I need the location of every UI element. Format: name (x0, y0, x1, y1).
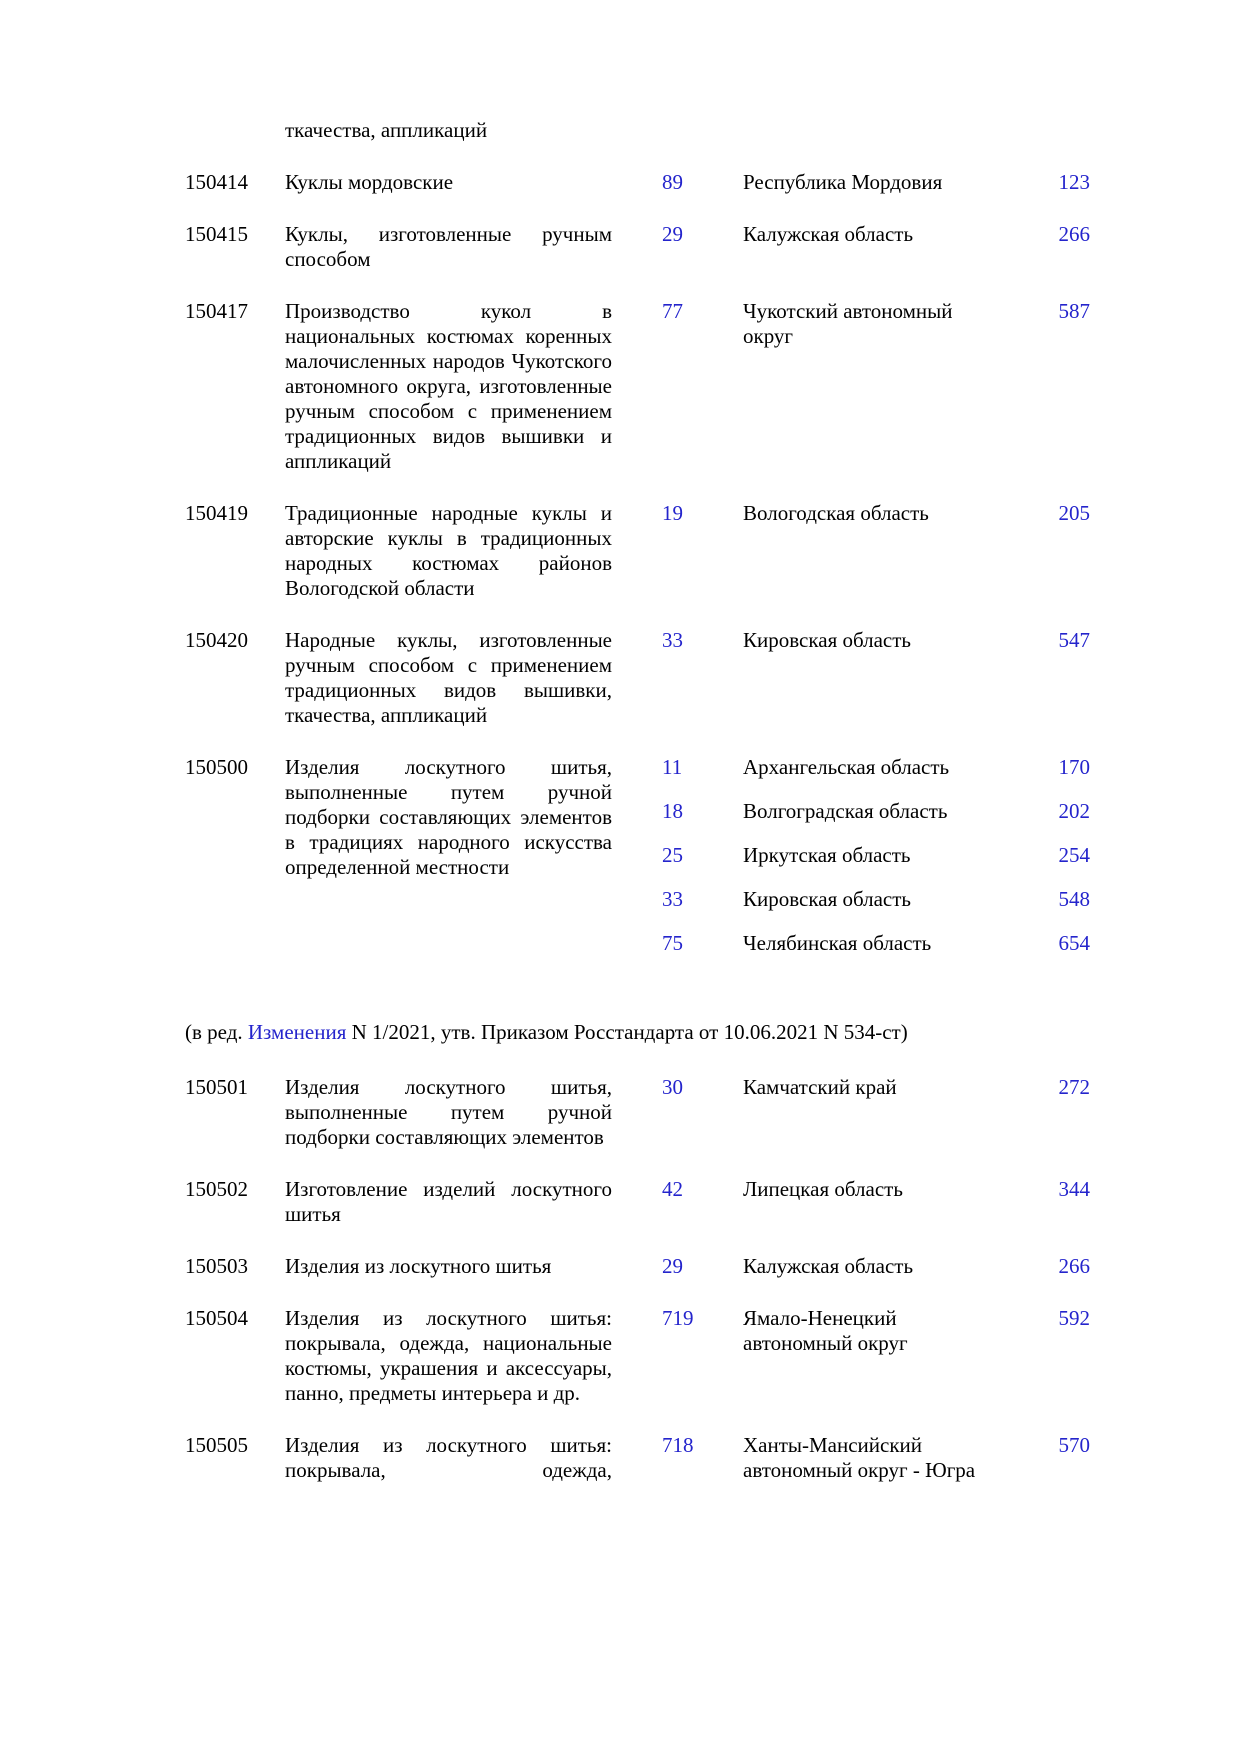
region-entries (612, 1306, 1090, 1406)
region-name: Ямало-Ненецкий автономный округ (743, 1306, 908, 1355)
table-row (185, 222, 1090, 272)
registry-number: 718 (662, 1433, 694, 1457)
product-code: 150503 (185, 1254, 248, 1278)
region-name: Волгоградская область (743, 799, 948, 823)
product-description: Народные куклы, изготовленные ручным способом с применением традиционных видов вышивки, ткачества, аппликаций (285, 628, 612, 727)
registry-number: 25 (662, 843, 683, 867)
table-row (185, 1306, 1090, 1406)
region-entry (612, 755, 1090, 780)
region-entry (612, 1254, 1090, 1279)
region-name: Республика Мордовия (743, 170, 943, 194)
region-name: Ханты-Мансийский автономный округ - Югра (743, 1433, 976, 1482)
region-entry (612, 628, 1090, 653)
product-description: Изделия лоскутного шитья, выполненные путем ручной подборки составляющих элементов (285, 1075, 612, 1149)
registry-number: 77 (662, 299, 683, 323)
product-description: Куклы мордовские (285, 170, 454, 194)
region-entries (612, 170, 1090, 195)
product-description: Традиционные народные куклы и авторские куклы в традиционных народных костюмах районов Вологодской области (285, 501, 612, 600)
region-entries (612, 755, 1090, 956)
product-description: Изделия лоскутного шитья, выполненные путем ручной подборки составляющих элементов в традициях народного искусства определенной местности (285, 755, 612, 879)
product-code: 150500 (185, 755, 248, 779)
region-entry (612, 222, 1090, 247)
registry-number: 29 (662, 1254, 683, 1278)
region-name: Кировская область (743, 628, 912, 652)
product-code: 150420 (185, 628, 248, 652)
table-row (185, 1177, 1090, 1227)
table-row (185, 299, 1090, 474)
region-entry (612, 799, 1090, 824)
region-code: 654 (1058, 931, 1090, 955)
amendment-note-suffix: N 1/2021, утв. Приказом Росстандарта от 10.06.2021 N 534-ст) (346, 1020, 908, 1044)
product-code: 150501 (185, 1075, 248, 1099)
region-code: 587 (1058, 299, 1090, 323)
region-entry (612, 299, 1090, 349)
region-entries (612, 1075, 1090, 1150)
product-code: 150415 (185, 222, 248, 246)
registry-number: 33 (662, 628, 683, 652)
product-description: Изделия из лоскутного шитья (285, 1254, 552, 1278)
region-code: 123 (1058, 170, 1090, 194)
region-entry (612, 1433, 1090, 1483)
region-name: Калужская область (743, 1254, 914, 1278)
region-entries (612, 118, 1090, 143)
table-row (185, 1075, 1090, 1150)
region-code: 266 (1058, 1254, 1090, 1278)
region-entry (612, 1177, 1090, 1202)
region-entries (612, 299, 1090, 474)
registry-number: 42 (662, 1177, 683, 1201)
amendment-link[interactable]: Изменения (247, 1020, 347, 1044)
product-code (185, 118, 285, 143)
region-entry (612, 931, 1090, 956)
region-entries (612, 1177, 1090, 1227)
region-code: 170 (1058, 755, 1090, 779)
amendment-note-prefix: (в ред. (185, 1020, 248, 1044)
region-entry (612, 1075, 1090, 1100)
product-code: 150505 (185, 1433, 248, 1457)
product-description: ткачества, аппликаций (285, 118, 488, 142)
region-name: Чукотский автономный округ (743, 299, 953, 348)
registry-number: 18 (662, 799, 683, 823)
region-entry (612, 887, 1090, 912)
table-row (185, 118, 1090, 143)
registry-number: 11 (662, 755, 683, 779)
table-row (185, 170, 1090, 195)
region-code: 547 (1058, 628, 1090, 652)
region-code: 570 (1058, 1433, 1090, 1457)
table-row (185, 628, 1090, 728)
region-code: 272 (1058, 1075, 1090, 1099)
region-entries (612, 222, 1090, 272)
product-code: 150419 (185, 501, 248, 525)
region-name: Вологодская область (743, 501, 929, 525)
region-entries (612, 1433, 1090, 1483)
region-entry (612, 501, 1090, 526)
product-description: Куклы, изготовленные ручным способом (285, 222, 612, 271)
registry-number: 89 (662, 170, 683, 194)
region-code: 266 (1058, 222, 1090, 246)
product-description: Производство кукол в национальных костюмах коренных малочисленных народов Чукотского автономного округа, изготовленные ручным способом с применением традиционных видов вышивки и аппликаций (285, 299, 612, 473)
region-name: Архангельская область (743, 755, 950, 779)
region-code: 548 (1058, 887, 1090, 911)
region-entries (612, 501, 1090, 601)
region-entries (612, 628, 1090, 728)
product-code: 150414 (185, 170, 248, 194)
region-entry (612, 843, 1090, 868)
region-entry (612, 1306, 1090, 1356)
region-name: Липецкая область (743, 1177, 903, 1201)
region-entry (612, 170, 1090, 195)
region-entries (612, 1254, 1090, 1279)
region-name: Иркутская область (743, 843, 911, 867)
product-code: 150502 (185, 1177, 248, 1201)
table-row (185, 501, 1090, 601)
region-name: Калужская область (743, 222, 914, 246)
registry-number: 19 (662, 501, 683, 525)
registry-number: 719 (662, 1306, 694, 1330)
registry-number: 29 (662, 222, 683, 246)
region-code: 344 (1058, 1177, 1090, 1201)
region-name: Челябинская область (743, 931, 932, 955)
table-row (185, 755, 1090, 956)
region-code: 254 (1058, 843, 1090, 867)
region-code: 205 (1058, 501, 1090, 525)
registry-number: 30 (662, 1075, 683, 1099)
product-description: Изделия из лоскутного шитья: покрывала, одежда, национальные костюмы, украшения и аксессуары, панно, предметы интерьера и др. (285, 1306, 612, 1405)
region-name: Кировская область (743, 887, 912, 911)
region-code: 202 (1058, 799, 1090, 823)
registry-number: 33 (662, 887, 683, 911)
region-name: Камчатский край (743, 1075, 897, 1099)
table-row (185, 1254, 1090, 1279)
amendment-note (185, 1020, 1090, 1045)
registry-number: 75 (662, 931, 683, 955)
region-code: 592 (1058, 1306, 1090, 1330)
product-code: 150504 (185, 1306, 248, 1330)
product-code: 150417 (185, 299, 248, 323)
product-description: Изделия из лоскутного шитья: покрывала, одежда, (285, 1433, 612, 1482)
table-row (185, 1433, 1090, 1483)
codes-table (185, 118, 1090, 1483)
product-description: Изготовление изделий лоскутного шитья (285, 1177, 612, 1226)
